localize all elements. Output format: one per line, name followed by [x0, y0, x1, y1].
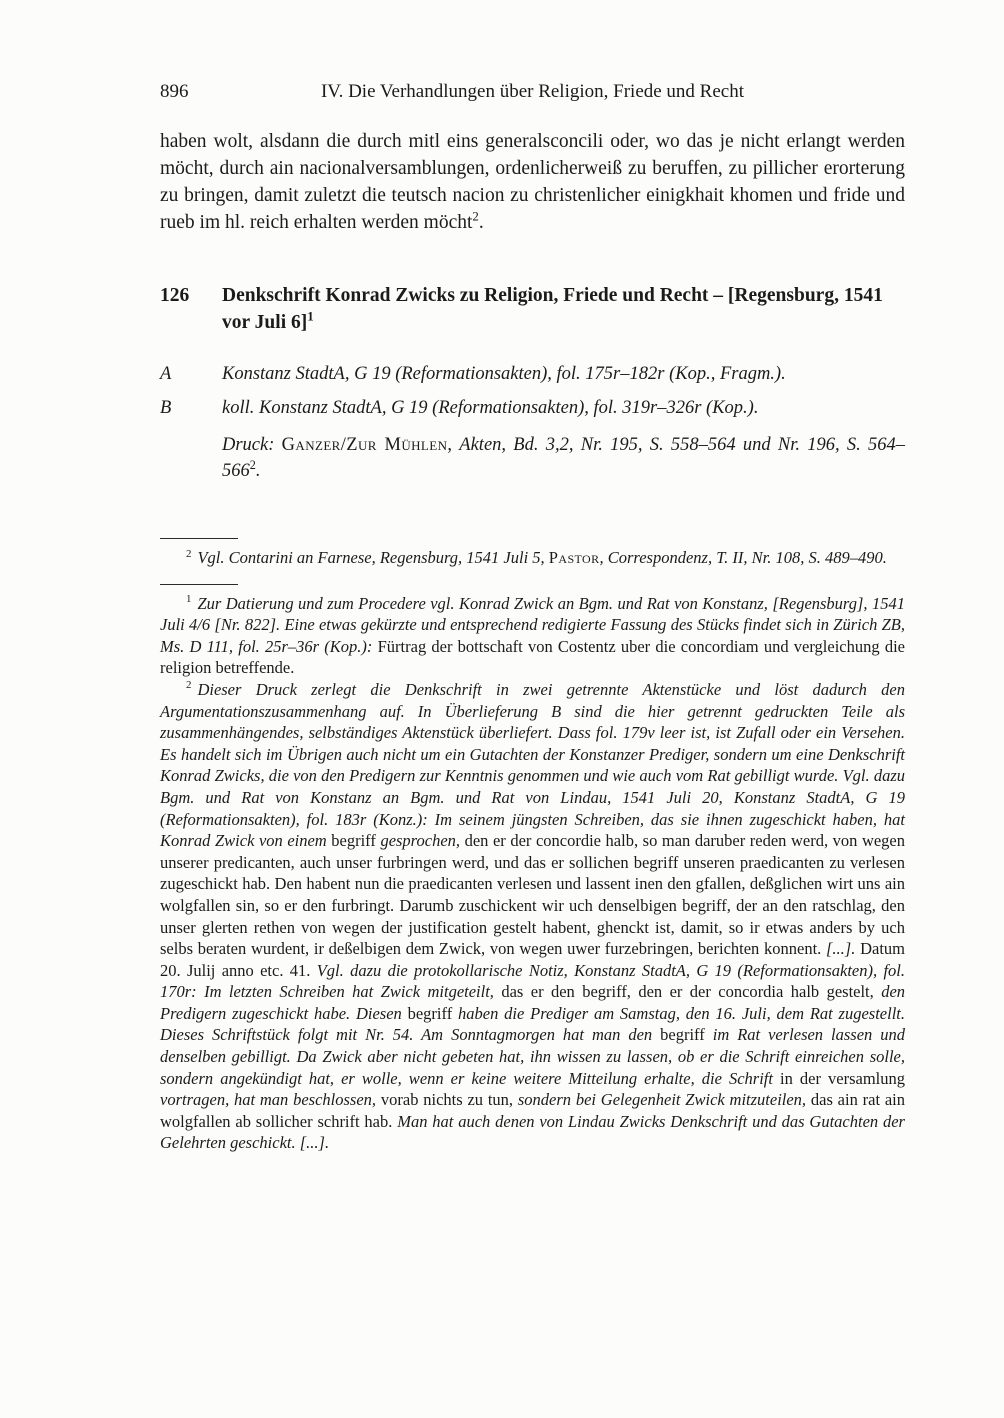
witness-siglum-a: A	[160, 364, 172, 384]
entry-heading	[160, 282, 905, 336]
footnote-text: Vgl. Contarini an Farnese, Regensburg, 1541 Juli 5, Pastor, Correspondenz, T. II, Nr. 108, S. 489–490.	[197, 548, 887, 567]
footnote-ref-title: 1	[307, 309, 314, 324]
entry-title-text: Denkschrift Konrad Zwicks zu Religion, Friede und Recht – [Regensburg, 1541 vor Juli 6]	[222, 285, 883, 333]
footnote-rule-previous	[160, 538, 238, 539]
footnote-marker: 1	[186, 593, 192, 606]
footnote-rule-entry	[160, 584, 238, 585]
footnote-entry-2	[160, 679, 905, 1154]
page-number: 896	[160, 81, 189, 102]
witness-row-a	[160, 362, 905, 387]
footnote-text: Zur Datierung und zum Procedere vgl. Konrad Zwick an Bgm. und Rat von Konstanz, [Regensburg], 1541 Juli 4/6 [Nr. 822]. Eine etwas gekürzte und entsprechend redigierte Fassung des Stücks findet sich in Zürich ZB, Ms. D 111, fol. 25r–36r (Kop.): Fürtrag der bottschaft von Costentz uber die concordiam und vergleichung die religion betreffende.	[160, 593, 905, 678]
page-header	[160, 80, 905, 104]
footnote-ref-body: 2	[472, 209, 479, 224]
footnotes-section	[160, 538, 905, 1154]
footnote-text: Dieser Druck zerlegt die Denkschrift in zwei getrennte Aktenstücke und löst dadurch den Argumentationszusammenhang auf. In Überlieferung B sind die hier getrennt gedruckten Teile als zusammenhängendes, selbständiges Aktenstück überliefert. Dass fol. 179v leer ist, ist Zufall oder ein Versehen. Es handelt sich im Übrigen auch nicht um ein Gutachten der Konstanzer Prediger, sondern um eine Denkschrift Konrad Zwicks, die von den Predigern zur Kenntnis genommen und wie auch vom Rat gebilligt wurde. Vgl. dazu Bgm. und Rat von Konstanz an Bgm. und Rat von Lindau, 1541 Juli 20, Konstanz StadtA, G 19 (Reformationsakten), fol. 183r (Konz.): Im seinem jüngsten Schreiben, das sie ihnen zugeschickt haben, hat Konrad Zwick von einem begriff gesprochen, den er der concordie halb, so man daruber reden werd, von wegen unserer predicanten, auch unser furbringen werd, und das er sollichen begriff unseren praedicanten zu verlesen zugeschickt hab. Den habent nun die praedicanten verlesen und lassent inen den gfallen, deßglichen wirt uns ain wolgfallen sin, so er den furbringt. Darumb zuschickent wir uch denselbigen begriff, der an den ratschlag, den unser glerten rethen von wegen der justification gestelt habent, ghenckt ist, damit, so ir etwas anders by uch selbs beraten wurdent, ir deßelbigen dem Zwick, von wegen uwer furzebringen, berichten konnent. [...]. Datum 20. Julij anno etc. 41. Vgl. dazu die protokollarische Notiz, Konstanz StadtA, G 19 (Reformationsakten), fol. 170r: Im letzten Schreiben hat Zwick mitgeteilt, das er den begriff, den er der concordia halb gestelt, den Predigern zugeschickt habe. Diesen begriff haben die Prediger am Samstag, den 16. Juli, dem Rat zugestellt. Dieses Schriftstück folgt mit Nr. 54. Am Sonntagmorgen hat man den begriff im Rat verlesen lassen und denselben gebilligt. Da Zwick aber nicht gebeten hat, ihn wissen zu lassen, ob er die Schrift einreichen solle, sondern angekündigt hat, er wolle, wenn er keine weitere Mitteilung erhalte, die Schrift in der versamlung vortragen, hat man beschlossen, vorab nichts zu tun, sondern bei Gelegenheit Zwick mitzuteilen, das ain rat ain wolgfallen ab sollicher schrift hab. Man hat auch denen von Lindau Zwicks Denkschrift und das Gutachten der Gelehrten geschickt. [...].	[160, 679, 906, 1153]
running-head-title: IV. Die Verhandlungen über Religion, Friede und Recht	[320, 81, 745, 102]
witness-row-b	[160, 396, 905, 421]
body-text-after: .	[478, 212, 484, 233]
body-text: haben wolt, alsdann die durch mitl eins generalsconcili oder, wo das je nicht erlangt werden möcht, durch ain nacionalversamblungen, ordenlicherweiß zu beruffen, zu pillicher erorterung zu bringen, damit zuletzt die teutsch nacion zu christenlicher einigkhait khomen und fride und rueb im hl. reich erhalten werden möcht	[160, 131, 905, 233]
witness-list	[160, 362, 905, 484]
witness-text-b: koll. Konstanz StadtA, G 19 (Reformationsakten), fol. 319r–326r (Kop.).	[222, 398, 759, 418]
entry-title	[222, 282, 905, 336]
body-paragraph	[160, 128, 905, 236]
footnote-previous-2	[160, 547, 905, 569]
witness-text-a: Konstanz StadtA, G 19 (Reformationsakten), fol. 175r–182r (Kop., Fragm.).	[222, 364, 786, 384]
footnote-marker: 2	[186, 679, 192, 692]
footnote-marker: 2	[186, 547, 192, 560]
print-reference: Druck: Ganzer/Zur Mühlen, Akten, Bd. 3,2, Nr. 195, S. 558–564 und Nr. 196, S. $564-566^2$.	[222, 435, 905, 481]
entry-number: 126	[160, 285, 190, 306]
footnote-entry-1	[160, 593, 905, 679]
witness-siglum-b: B	[160, 398, 172, 418]
